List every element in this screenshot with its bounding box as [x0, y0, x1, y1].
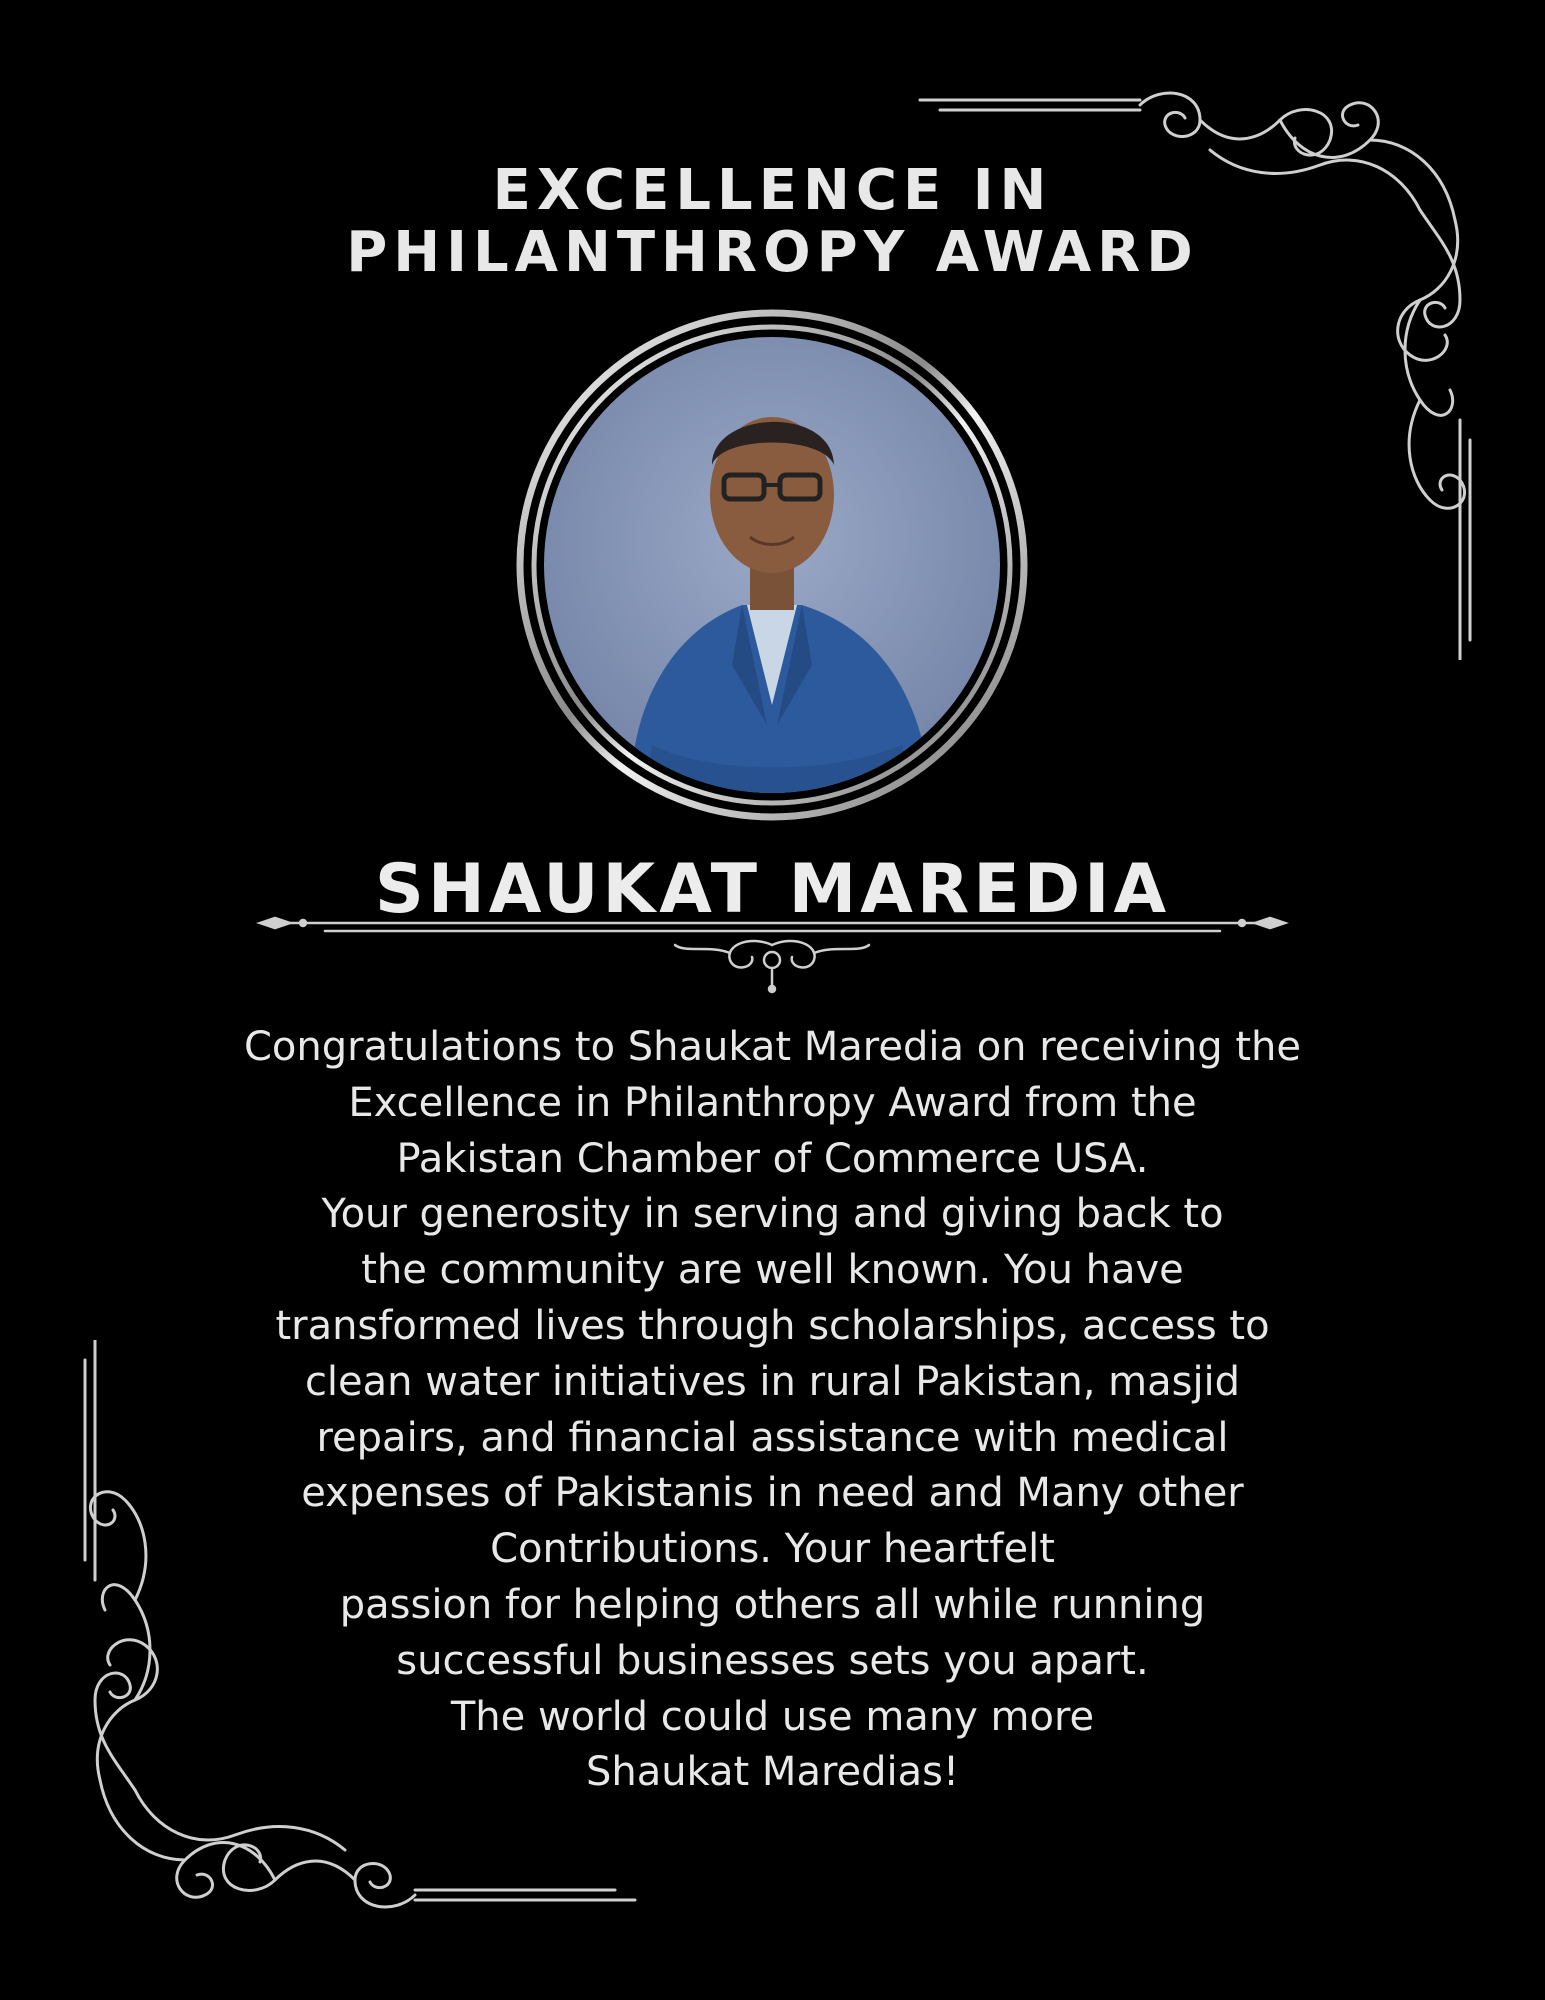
- message-line: Shaukat Maredias!: [585, 1749, 960, 1796]
- message-line: Your generosity in serving and giving back to: [321, 1191, 1224, 1238]
- award-title: [0, 160, 1545, 284]
- message-line: Pakistan Chamber of Commerce USA.: [396, 1135, 1149, 1182]
- ornamental-divider: [255, 905, 1290, 995]
- message-line: Contributions. Your heartfelt: [490, 1526, 1055, 1573]
- message-line: passion for helping others all while running: [339, 1581, 1206, 1628]
- portrait-frame: [512, 305, 1032, 825]
- message-line: transformed lives through scholarships, access to: [275, 1302, 1270, 1349]
- message-line: The world could use many more: [450, 1693, 1095, 1740]
- honoree-name: SHAUKAT MAREDIA: [374, 850, 1171, 929]
- message-line: expenses of Pakistanis in need and Many other: [301, 1470, 1244, 1517]
- award-title-line-2: PHILANTHROPY AWARD: [346, 220, 1199, 285]
- message-line: Congratulations to Shaukat Maredia on receiving the: [243, 1024, 1302, 1070]
- message-line: successful businesses sets you apart.: [396, 1637, 1149, 1684]
- portrait-photo-icon: [512, 305, 1032, 825]
- message-line: Excellence in Philanthropy Award from the: [348, 1079, 1197, 1126]
- award-title-line-1: EXCELLENCE IN: [492, 158, 1053, 223]
- message-line: clean water initiatives in rural Pakistan, masjid: [304, 1358, 1241, 1405]
- message-line: the community are well known. You have: [361, 1247, 1184, 1294]
- message-line: repairs, and financial assistance with medical: [316, 1414, 1229, 1461]
- congratulations-message: [120, 1020, 1425, 1801]
